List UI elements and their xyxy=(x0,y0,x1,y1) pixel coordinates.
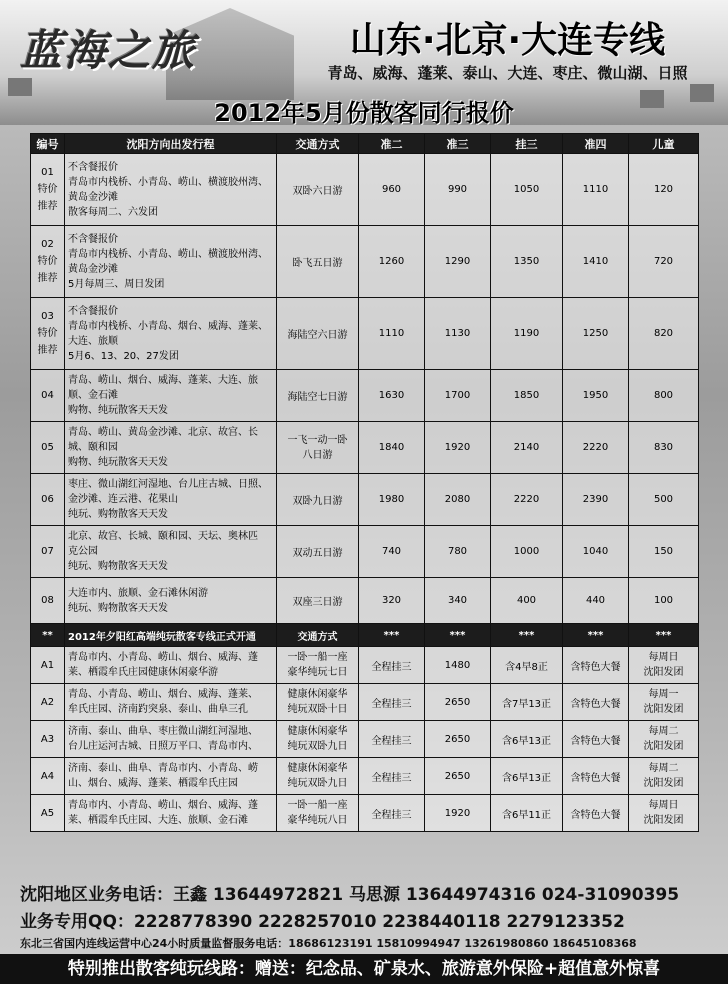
row-transport: 一飞一动一卧 八日游 xyxy=(277,422,359,474)
contact-qq: 业务专用QQ：2228778390 2228257010 2238440118 2279123352 xyxy=(20,912,625,932)
table-row xyxy=(31,758,699,795)
row-code: A2 xyxy=(31,684,65,721)
price-cell: 1190 xyxy=(491,298,563,370)
row-code: 05 xyxy=(31,422,65,474)
column-header: 编号 xyxy=(31,134,65,154)
premium-section-header xyxy=(31,624,699,647)
section-cell: *** xyxy=(425,624,491,647)
row-route: 青岛、小青岛、崂山、烟台、威海、蓬莱、 牟氏庄园、济南趵突泉、泰山、曲阜三孔 xyxy=(65,684,277,721)
column-header: 准三 xyxy=(425,134,491,154)
row-code: 06 xyxy=(31,474,65,526)
price-cell: 780 xyxy=(425,526,491,578)
premium-price: 1920 xyxy=(425,795,491,832)
row-route: 不含餐报价 青岛市内栈桥、小青岛、崂山、横渡胶州湾、 黄岛金沙滩 散客每周二、六发团 xyxy=(65,154,277,226)
price-cell: 1850 xyxy=(491,370,563,422)
premium-cell: 全程挂三 xyxy=(359,684,425,721)
departure-cell: 每周二 沈阳发团 xyxy=(629,758,699,795)
price-cell: 1700 xyxy=(425,370,491,422)
header xyxy=(0,0,728,125)
row-code: 03 特价 推荐 xyxy=(31,298,65,370)
row-transport: 健康休闲豪华 纯玩双卧十日 xyxy=(277,684,359,721)
row-code: 08 xyxy=(31,578,65,624)
price-cell: 2140 xyxy=(491,422,563,474)
section-cell: *** xyxy=(629,624,699,647)
dinner-cell: 含特色大餐 xyxy=(563,647,629,684)
premium-cell: 全程挂三 xyxy=(359,647,425,684)
column-header: 儿童 xyxy=(629,134,699,154)
price-cell: 440 xyxy=(563,578,629,624)
row-code: A4 xyxy=(31,758,65,795)
row-transport: 双座三日游 xyxy=(277,578,359,624)
price-cell: 1630 xyxy=(359,370,425,422)
price-cell: 1050 xyxy=(491,154,563,226)
section-code: ** xyxy=(31,624,65,647)
table-row xyxy=(31,474,699,526)
section-cell: *** xyxy=(491,624,563,647)
row-transport: 一卧一船一座 豪华纯玩七日 xyxy=(277,647,359,684)
row-code: 01 特价 推荐 xyxy=(31,154,65,226)
row-transport: 双卧六日游 xyxy=(277,154,359,226)
row-route: 枣庄、微山湖红河湿地、台儿庄古城、日照、 金沙滩、连云港、花果山 纯玩、购物散客天天发 xyxy=(65,474,277,526)
section-cell: *** xyxy=(563,624,629,647)
price-cell: 720 xyxy=(629,226,699,298)
row-code: 04 xyxy=(31,370,65,422)
column-header: 准二 xyxy=(359,134,425,154)
table-row xyxy=(31,526,699,578)
premium-price: 1480 xyxy=(425,647,491,684)
departure-cell: 每周日 沈阳发团 xyxy=(629,795,699,832)
price-cell: 1840 xyxy=(359,422,425,474)
table-row xyxy=(31,422,699,474)
report-title: 2012年5月份散客同行报价 xyxy=(214,99,514,127)
row-route: 青岛、崂山、黄岛金沙滩、北京、故宫、长 城、颐和园 购物、纯玩散客天天发 xyxy=(65,422,277,474)
page-title: 山东·北京·大连专线 xyxy=(349,20,666,61)
price-cell: 340 xyxy=(425,578,491,624)
table-row xyxy=(31,226,699,298)
row-transport: 一卧一船一座 豪华纯玩八日 xyxy=(277,795,359,832)
column-header: 交通方式 xyxy=(277,134,359,154)
row-transport: 卧飞五日游 xyxy=(277,226,359,298)
price-cell: 1000 xyxy=(491,526,563,578)
price-cell: 1260 xyxy=(359,226,425,298)
dinner-cell: 含特色大餐 xyxy=(563,795,629,832)
table-row xyxy=(31,647,699,684)
departure-cell: 每周日 沈阳发团 xyxy=(629,647,699,684)
price-cell: 1130 xyxy=(425,298,491,370)
column-header: 挂三 xyxy=(491,134,563,154)
dinner-cell: 含特色大餐 xyxy=(563,721,629,758)
row-code: A3 xyxy=(31,721,65,758)
meals-cell: 含7早13正 xyxy=(491,684,563,721)
meals-cell: 含6早13正 xyxy=(491,721,563,758)
dinner-cell: 含特色大餐 xyxy=(563,758,629,795)
row-transport: 双动五日游 xyxy=(277,526,359,578)
price-cell: 1040 xyxy=(563,526,629,578)
price-cell: 1110 xyxy=(563,154,629,226)
price-cell: 2390 xyxy=(563,474,629,526)
price-cell: 120 xyxy=(629,154,699,226)
meals-cell: 含6早11正 xyxy=(491,795,563,832)
table-header-row xyxy=(31,134,699,154)
contact-phones: 沈阳地区业务电话：王鑫 13644972821 马思源 13644974316 024-31090395 xyxy=(20,885,680,905)
row-transport: 健康休闲豪华 纯玩双卧九日 xyxy=(277,721,359,758)
row-code: A5 xyxy=(31,795,65,832)
price-cell: 1410 xyxy=(563,226,629,298)
price-cell: 1920 xyxy=(425,422,491,474)
price-cell: 100 xyxy=(629,578,699,624)
departure-cell: 每周一 沈阳发团 xyxy=(629,684,699,721)
table-row xyxy=(31,298,699,370)
premium-price: 2650 xyxy=(425,684,491,721)
price-cell: 960 xyxy=(359,154,425,226)
row-transport: 海陆空七日游 xyxy=(277,370,359,422)
section-transport-header: 交通方式 xyxy=(277,624,359,647)
section-title: 2012年夕阳红高端纯玩散客专线正式开通 xyxy=(65,624,277,647)
row-code: A1 xyxy=(31,647,65,684)
price-cell: 800 xyxy=(629,370,699,422)
price-cell: 2220 xyxy=(491,474,563,526)
price-cell: 990 xyxy=(425,154,491,226)
dinner-cell: 含特色大餐 xyxy=(563,684,629,721)
table-row xyxy=(31,154,699,226)
row-route: 青岛市内、小青岛、崂山、烟台、威海、蓬 莱、栖霞牟氏庄园、大连、旅顺、金石滩 xyxy=(65,795,277,832)
table-row xyxy=(31,721,699,758)
destinations-subtitle: 青岛、威海、蓬莱、泰山、大连、枣庄、微山湖、日照 xyxy=(327,64,688,82)
departure-cell: 每周二 沈阳发团 xyxy=(629,721,699,758)
price-cell: 1290 xyxy=(425,226,491,298)
column-header: 沈阳方向出发行程 xyxy=(65,134,277,154)
price-cell: 2080 xyxy=(425,474,491,526)
price-cell: 150 xyxy=(629,526,699,578)
price-cell: 500 xyxy=(629,474,699,526)
price-cell: 1250 xyxy=(563,298,629,370)
section-cell: *** xyxy=(359,624,425,647)
table-row xyxy=(31,684,699,721)
row-route: 青岛市内、小青岛、崂山、烟台、威海、蓬 莱、栖霞牟氏庄园健康休闲豪华游 xyxy=(65,647,277,684)
price-cell: 740 xyxy=(359,526,425,578)
premium-price: 2650 xyxy=(425,758,491,795)
table-row xyxy=(31,578,699,624)
row-route: 不含餐报价 青岛市内栈桥、小青岛、烟台、威海、蓬莱、 大连、旅顺 5月6、13、20、27发团 xyxy=(65,298,277,370)
table-row xyxy=(31,795,699,832)
price-cell: 1110 xyxy=(359,298,425,370)
price-cell: 820 xyxy=(629,298,699,370)
row-route: 大连市内、旅顺、金石滩休闲游 纯玩、购物散客天天发 xyxy=(65,578,277,624)
row-route: 济南、泰山、曲阜、枣庄微山湖红河湿地、 台儿庄运河古城、日照万平口、青岛市内、 xyxy=(65,721,277,758)
price-cell: 400 xyxy=(491,578,563,624)
row-code: 07 xyxy=(31,526,65,578)
row-route: 济南、泰山、曲阜、青岛市内、小青岛、崂 山、烟台、威海、蓬莱、栖霞牟氏庄园 xyxy=(65,758,277,795)
premium-cell: 全程挂三 xyxy=(359,721,425,758)
row-transport: 双卧九日游 xyxy=(277,474,359,526)
meals-cell: 含6早13正 xyxy=(491,758,563,795)
row-route: 不含餐报价 青岛市内栈桥、小青岛、崂山、横渡胶州湾、 黄岛金沙滩 5月每周三、周日发团 xyxy=(65,226,277,298)
meals-cell: 含4早8正 xyxy=(491,647,563,684)
price-cell: 1950 xyxy=(563,370,629,422)
price-cell: 1980 xyxy=(359,474,425,526)
premium-cell: 全程挂三 xyxy=(359,795,425,832)
price-table xyxy=(30,133,699,832)
price-cell: 830 xyxy=(629,422,699,474)
column-header: 准四 xyxy=(563,134,629,154)
row-transport: 健康休闲豪华 纯玩双卧九日 xyxy=(277,758,359,795)
price-cell: 2220 xyxy=(563,422,629,474)
table-row xyxy=(31,370,699,422)
premium-cell: 全程挂三 xyxy=(359,758,425,795)
premium-price: 2650 xyxy=(425,721,491,758)
promo-banner: 特别推出散客纯玩线路：赠送：纪念品、矿泉水、旅游意外保险+超值意外惊喜 xyxy=(0,954,728,984)
quality-hotline: 东北三省国内连线运营中心24小时质量监督服务电话：18686123191 15810994947 13261980860 18645108368 xyxy=(20,937,637,950)
row-transport: 海陆空六日游 xyxy=(277,298,359,370)
row-route: 北京、故宫、长城、颐和园、天坛、奥林匹 克公园 纯玩、购物散客天天发 xyxy=(65,526,277,578)
row-code: 02 特价 推荐 xyxy=(31,226,65,298)
price-cell: 1350 xyxy=(491,226,563,298)
price-cell: 320 xyxy=(359,578,425,624)
row-route: 青岛、崂山、烟台、威海、蓬莱、大连、旅 顺、金石滩 购物、纯玩散客天天发 xyxy=(65,370,277,422)
brand-logo: 蓝海之旅 xyxy=(20,26,197,75)
